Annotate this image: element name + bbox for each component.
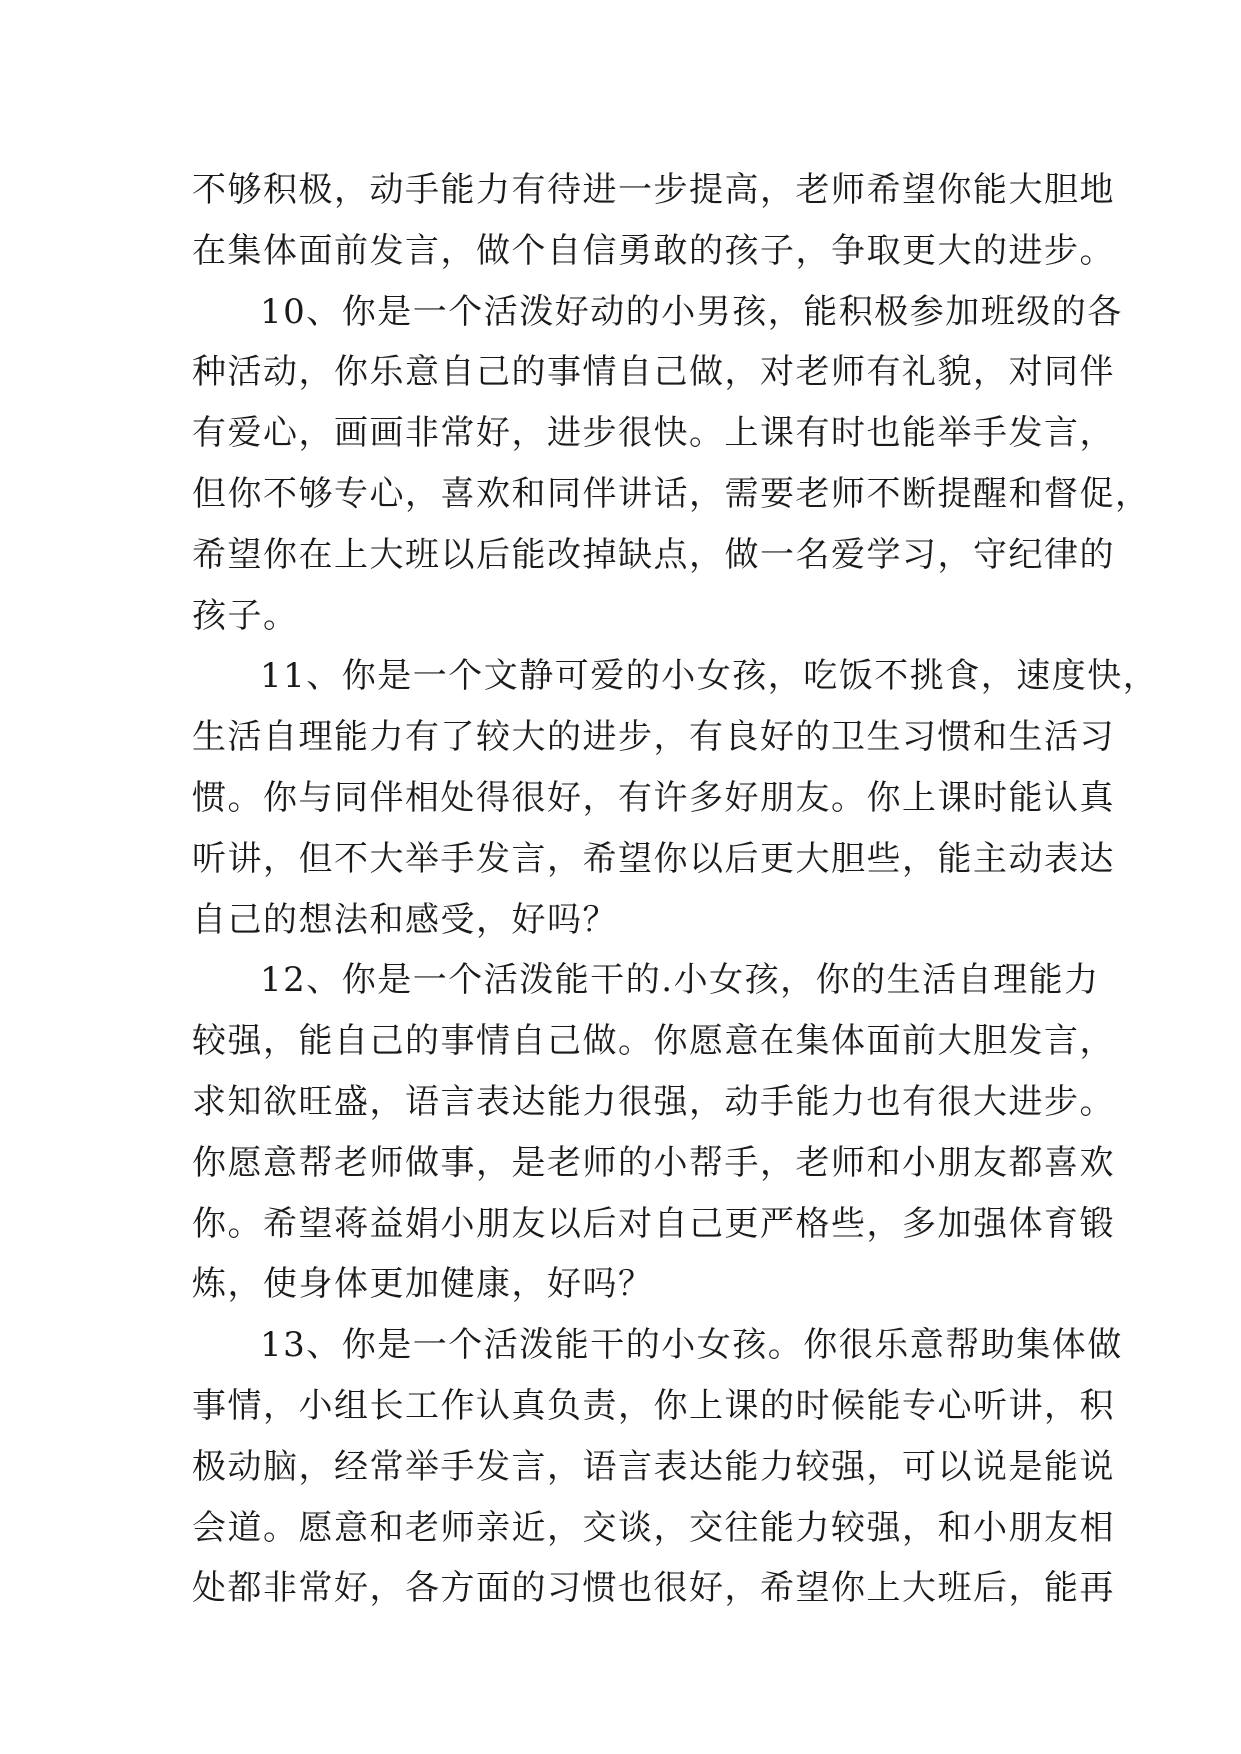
paragraph-comment-10 [192, 282, 1151, 647]
text-line: 你愿意帮老师做事，是老师的小帮手，老师和小朋友都喜欢 [192, 1142, 1115, 1183]
text-line: 听讲，但不大举手发言，希望你以后更大胆些，能主动表达 [192, 838, 1115, 879]
text-line: 你。希望蒋益娟小朋友以后对自己更严格些，多加强体育锻 [192, 1203, 1115, 1244]
text-line: 求知欲旺盛，语言表达能力很强，动手能力也有很大进步。 [192, 1081, 1115, 1122]
text-line: 12、你是一个活泼能干的.小女孩，你的生活自理能力 [260, 960, 1100, 1001]
text-line: 孩子。 [192, 595, 299, 636]
text-line: 在集体面前发言，做个自信勇敢的孩子，争取更大的进步。 [192, 230, 1115, 271]
text-line: 不够积极，动手能力有待进一步提高，老师希望你能大胆地 [192, 170, 1115, 210]
text-line: 10、你是一个活泼好动的小男孩，能积极参加班级的各 [260, 291, 1123, 332]
text-line: 处都非常好，各方面的习惯也很好，希望你上大班后，能再 [192, 1568, 1115, 1609]
text-line: 种活动，你乐意自己的事情自己做，对老师有礼貌，对同伴 [192, 352, 1115, 393]
text-line: 自己的想法和感受，好吗？ [192, 899, 618, 940]
paragraph-comment-11 [192, 646, 1159, 950]
text-line: 希望你在上大班以后能改掉缺点，做一名爱学习，守纪律的 [192, 534, 1115, 575]
paragraph-continuation [192, 160, 1115, 282]
text-line: 生活自理能力有了较大的进步，有良好的卫生习惯和生活习 [192, 717, 1115, 758]
text-line: 极动脑，经常举手发言，语言表达能力较强，可以说是能说 [192, 1446, 1115, 1487]
text-line: 有爱心，画画非常好，进步很快。上课有时也能举手发言， [192, 413, 1115, 454]
paragraph-comment-13 [192, 1315, 1123, 1619]
text-line: 11、你是一个文静可爱的小女孩，吃饭不挑食，速度快， [260, 656, 1159, 697]
text-line: 13、你是一个活泼能干的小女孩。你很乐意帮助集体做 [260, 1325, 1123, 1366]
text-line: 但你不够专心，喜欢和同伴讲话，需要老师不断提醒和督促， [192, 473, 1151, 514]
document-body [192, 160, 1159, 1619]
text-line: 较强，能自己的事情自己做。你愿意在集体面前大胆发言， [192, 1021, 1115, 1062]
text-line: 会道。愿意和老师亲近，交谈，交往能力较强，和小朋友相 [192, 1507, 1115, 1548]
text-line: 惯。你与同伴相处得很好，有许多好朋友。你上课时能认真 [192, 777, 1115, 818]
paragraph-comment-12 [192, 950, 1115, 1315]
text-line: 炼，使身体更加健康，好吗？ [192, 1264, 654, 1305]
text-line: 事情，小组长工作认真负责，你上课的时候能专心听讲，积 [192, 1385, 1115, 1426]
